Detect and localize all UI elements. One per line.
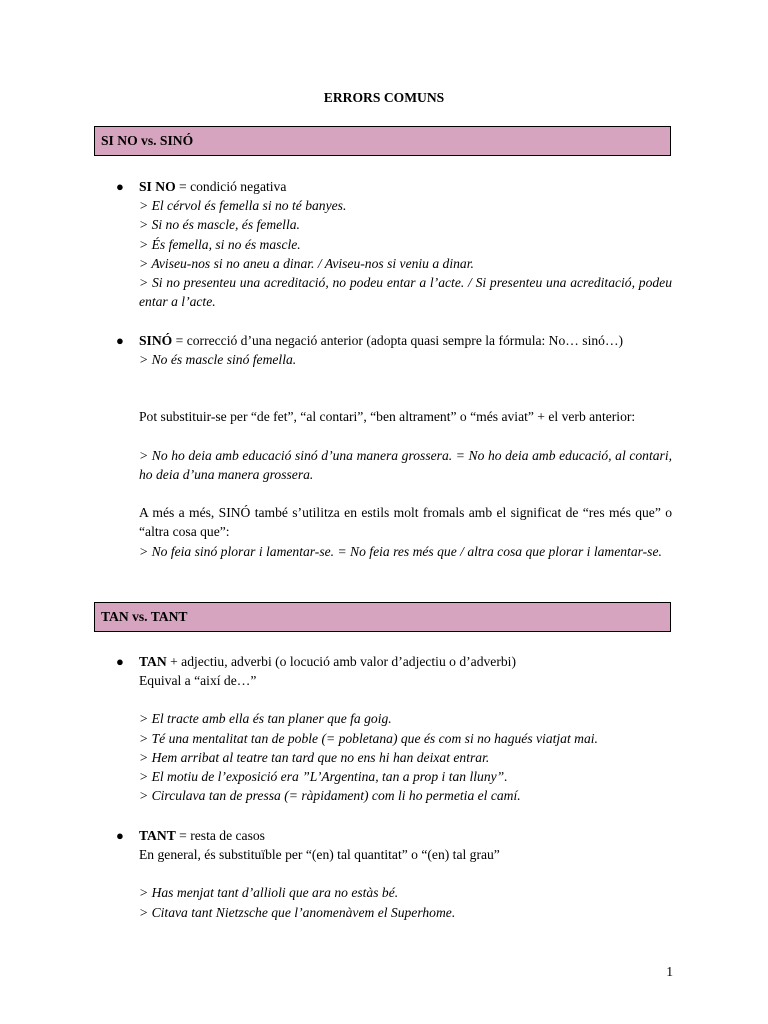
term-label: SINÓ [139, 333, 173, 348]
term-subline: En general, és substituïble per “(en) tal quantitat” o “(en) tal grau” [139, 847, 500, 863]
term-label: TANT [139, 828, 176, 843]
example-line: > Aviseu-nos si no aneu a dinar. / Aviseu-nos si veniu a dinar. [139, 255, 474, 271]
example-line: > Circulava tan de pressa (= ràpidament) com li ho permetia el camí. [139, 788, 521, 804]
example-line: > El tracte amb ella és tan planer que fa goig. [139, 711, 392, 727]
paragraph-substitution: Pot substituir-se per “de fet”, “al contari”, “ben altrament” o “més aviat” + el verb anterior: [139, 409, 636, 424]
bullet-item-tant [116, 826, 672, 922]
term-label: SI NO [139, 179, 176, 194]
term-definition: = resta de casos [175, 828, 265, 843]
term-label: TAN [139, 654, 167, 669]
example-line: > El motiu de l’exposició era ”L’Argentina, tan a prop i tan lluny”. [139, 769, 508, 785]
bullet-icon: ● [116, 179, 124, 194]
section-header-si-no-sino: SI NO vs. SINÓ [94, 126, 671, 156]
example-line: > És femella, si no és mascle. [139, 236, 301, 252]
example-line: > Has menjat tant d’allioli que ara no estàs bé. [139, 885, 399, 901]
example-line: > Citava tant Nietzsche que l’anomenàvem el Superhome. [139, 904, 456, 920]
page-number: 1 [666, 964, 673, 979]
bullet-icon: ● [116, 654, 124, 669]
bullet-item-si-no [116, 177, 672, 311]
term-definition: = correcció d’una negació anterior (adopta quasi sempre la fórmula: No… sinó…) [172, 333, 624, 348]
term-definition: = condició negativa [175, 179, 287, 194]
paragraph-example: > No ho deia amb educació sinó d’una manera grossera. = No ho deia amb educació, al contari, ho deia d’una manera grossera. [139, 448, 672, 483]
example-line: > Si no presenteu una acreditació, no podeu entar a l’acte. / Si presenteu una acreditació, podeu entar a l’acte. [139, 275, 672, 310]
example-line: > El cérvol és femella si no té banyes. [139, 198, 347, 214]
bullet-icon: ● [116, 828, 124, 843]
document-title: ERRORS COMUNS [323, 90, 445, 105]
example-line: > No és mascle sinó femella. [139, 352, 297, 368]
term-subline: Equival a “així de…” [139, 673, 257, 689]
section-header-tan-tant: TAN vs. TANT [94, 602, 671, 632]
bullet-item-sino [116, 331, 672, 369]
paragraph-formal-usage: A més a més, SINÓ també s’utilitza en estils molt fromals amb el significat de “res més que” o “altra cosa que”: [139, 505, 672, 540]
example-line: > Si no és mascle, és femella. [139, 217, 300, 233]
example-line: > Hem arribat al teatre tan tard que no ens hi han deixat entrar. [139, 749, 490, 765]
term-definition: + adjectiu, adverbi (o locució amb valor d’adjectiu o d’adverbi) [166, 654, 516, 669]
bullet-icon: ● [116, 333, 124, 348]
example-line: > Té una mentalitat tan de poble (= pobletana) que és com si no hagués viatjat mai. [139, 730, 598, 746]
paragraph-example: > No feia sinó plorar i lamentar-se. = No feia res més que / altra cosa que plorar i lamentar-se. [139, 544, 662, 559]
bullet-item-tan [116, 652, 672, 805]
